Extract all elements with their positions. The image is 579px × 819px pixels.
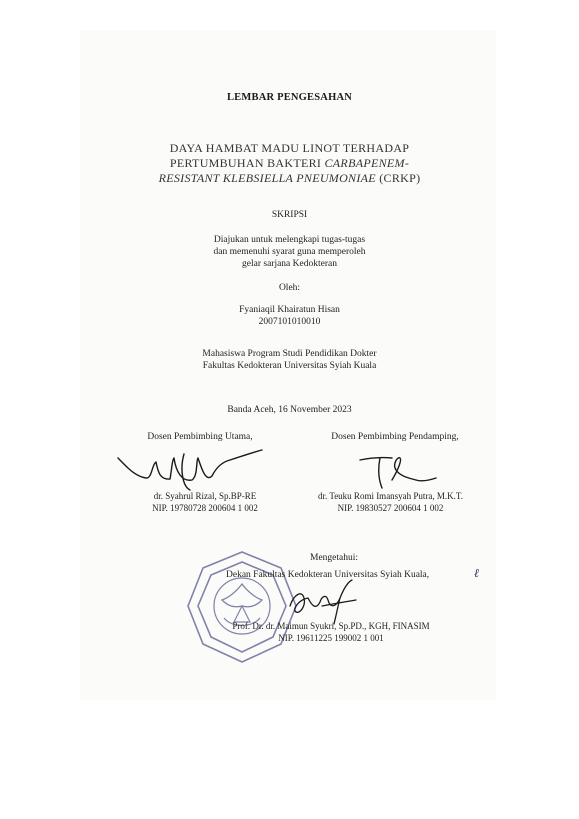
assistant-supervisor-nip: NIP. 19830527 200604 1 002 [337,502,444,513]
main-supervisor-nip: NIP. 19780728 200604 1 002 [152,502,258,513]
thesis-title [0,141,579,186]
purpose-line-2: dan memenuhi syarat guna memperoleh [213,247,366,257]
author-name: Fyaniaqil Khairatun Hisan [239,305,340,315]
approval-label: Mengetahui: [310,553,359,563]
main-supervisor-role: Dosen Pembimbing Utama, [147,432,253,442]
title-line-2-prefix: PERTUMBUHAN BAKTERI [169,156,325,170]
title-line-3 [0,171,579,186]
author-block [0,304,579,328]
main-supervisor-block [130,491,280,514]
purpose-line-3: gelar sarjana Kedokteran [242,259,337,269]
purpose-text [0,234,579,270]
assistant-supervisor-block [293,491,488,514]
title-line-2 [0,156,579,171]
purpose-line-1: Diajukan untuk melengkapi tugas-tugas [213,235,366,245]
main-supervisor-name: dr. Syahrul Rizal, Sp.BP-RE [153,491,257,501]
title-line-2-italic: CARBAPENEM- [324,156,410,170]
document-type: SKRIPSI [271,210,308,220]
by-label: Oleh: [278,283,301,293]
dean-nip: NIP. 19611225 199002 1 001 [278,632,384,643]
dean-block [196,621,466,644]
page-heading: LEMBAR PENGESAHAN [226,92,353,103]
program-line-1: Mahasiswa Program Studi Pendidikan Dokter [202,349,377,359]
program-block [0,348,579,372]
author-id: 2007101010010 [258,317,321,327]
title-line-3-italic: RESISTANT KLEBSIELLA PNEUMONIAE [158,171,376,185]
title-line-3-suffix: (CRKP) [375,171,421,185]
assistant-supervisor-name: dr. Teuku Romi Imansyah Putra, M.K.T. [317,491,464,501]
main-supervisor-signature [112,446,272,497]
approval-role: Dekan Fakultas Kedokteran Universitas Syiah Kuala, [226,570,430,580]
dean-name: Prof. Dr. dr. Maimun Syukri, Sp.PD., KGH, FINASIM [232,621,430,631]
initial-mark-icon: ℓ [474,566,479,580]
title-line-1: DAYA HAMBAT MADU LINOT TERHADAP [169,141,410,155]
assistant-supervisor-role: Dosen Pembimbing Pendamping, [331,432,459,442]
program-line-2: Fakultas Kedokteran Universitas Syiah Kuala [202,361,377,371]
place-date: Banda Aceh, 16 November 2023 [227,405,352,415]
